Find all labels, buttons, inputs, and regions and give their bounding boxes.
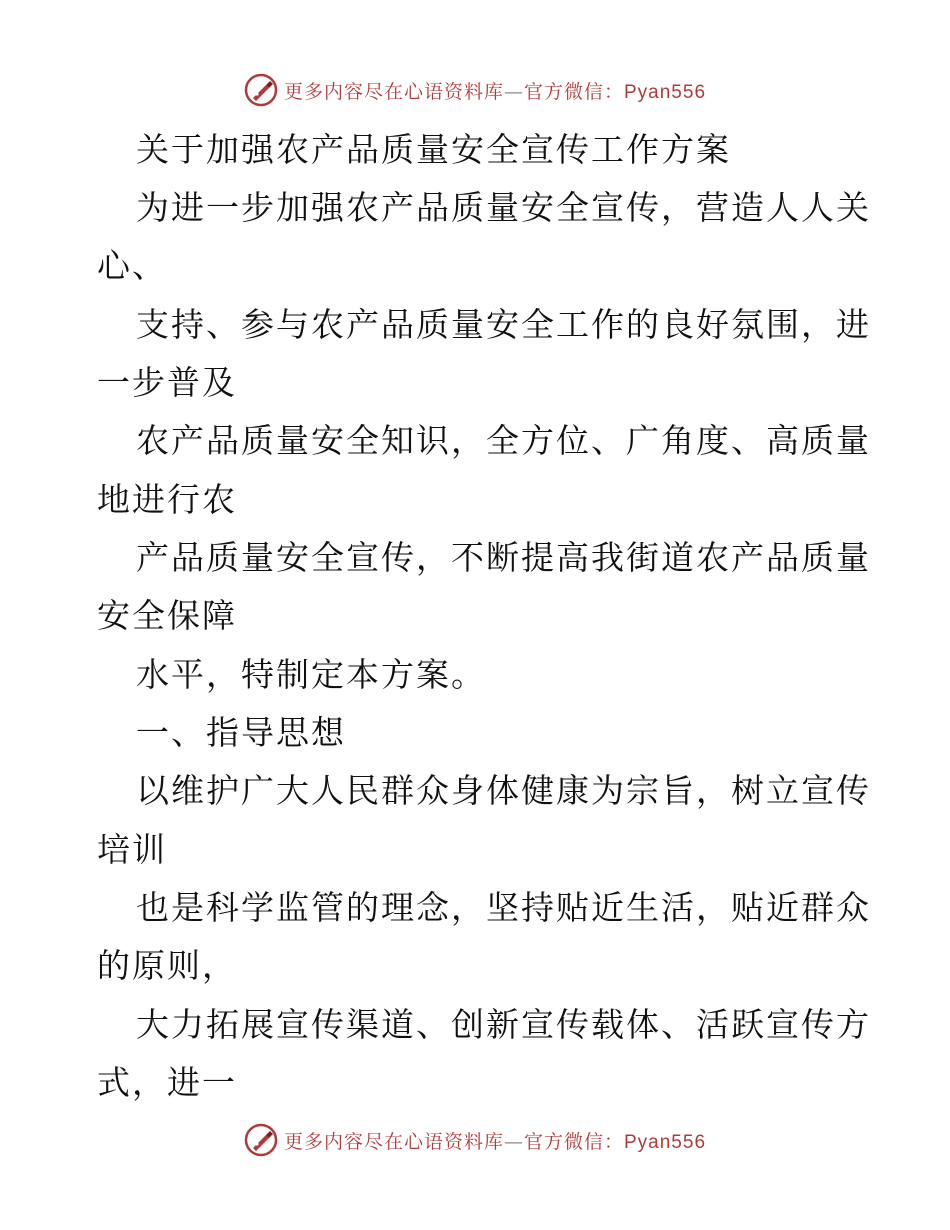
paragraph-line: 支持、参与农产品质量安全工作的良好氛围，进 (136, 305, 871, 344)
watermark-wechat-label: 官方微信： (523, 1130, 624, 1153)
section-heading: 一、指导思想 (136, 713, 346, 752)
watermark-text (284, 1127, 706, 1154)
watermark-text (284, 77, 706, 104)
paragraph-line: 心、 (97, 246, 167, 285)
fountain-pen-seal-icon (244, 73, 278, 107)
paragraph-line: 农产品质量安全知识，全方位、广角度、高质量 (136, 421, 871, 460)
paragraph-line: 也是科学监管的理念，坚持贴近生活，贴近群众 (136, 888, 871, 927)
watermark-dash: — (503, 80, 524, 103)
footer-watermark (0, 1120, 950, 1160)
paragraph-line: 培训 (97, 830, 167, 869)
fountain-pen-seal-icon (244, 1123, 278, 1157)
paragraph-line: 以维护广大人民群众身体健康为宗旨，树立宣传 (136, 771, 871, 810)
paragraph-line: 式，进一 (97, 1063, 237, 1102)
paragraph-line: 水平，特制定本方案。 (136, 655, 486, 694)
paragraph-line: 大力拓展宣传渠道、创新宣传载体、活跃宣传方 (136, 1005, 871, 1044)
paragraph-line: 为进一步加强农产品质量安全宣传，营造人人关 (136, 188, 871, 227)
paragraph-line: 产品质量安全宣传，不断提高我街道农产品质量 (136, 538, 871, 577)
paragraph-line: 安全保障 (97, 596, 237, 635)
document-title: 关于加强农产品质量安全宣传工作方案 (136, 130, 731, 169)
watermark-main-text: 更多内容尽在心语资料库 (283, 80, 504, 103)
watermark-wechat-id: Pyan556 (624, 81, 707, 103)
watermark-dash: — (503, 1130, 524, 1153)
paragraph-line: 一步普及 (97, 363, 237, 402)
watermark-wechat-label: 官方微信： (523, 80, 624, 103)
watermark-main-text: 更多内容尽在心语资料库 (283, 1130, 504, 1153)
header-watermark (0, 70, 950, 110)
watermark-wechat-id: Pyan556 (624, 1131, 707, 1153)
paragraph-line: 地进行农 (97, 480, 237, 519)
paragraph-line: 的原则， (97, 946, 237, 985)
